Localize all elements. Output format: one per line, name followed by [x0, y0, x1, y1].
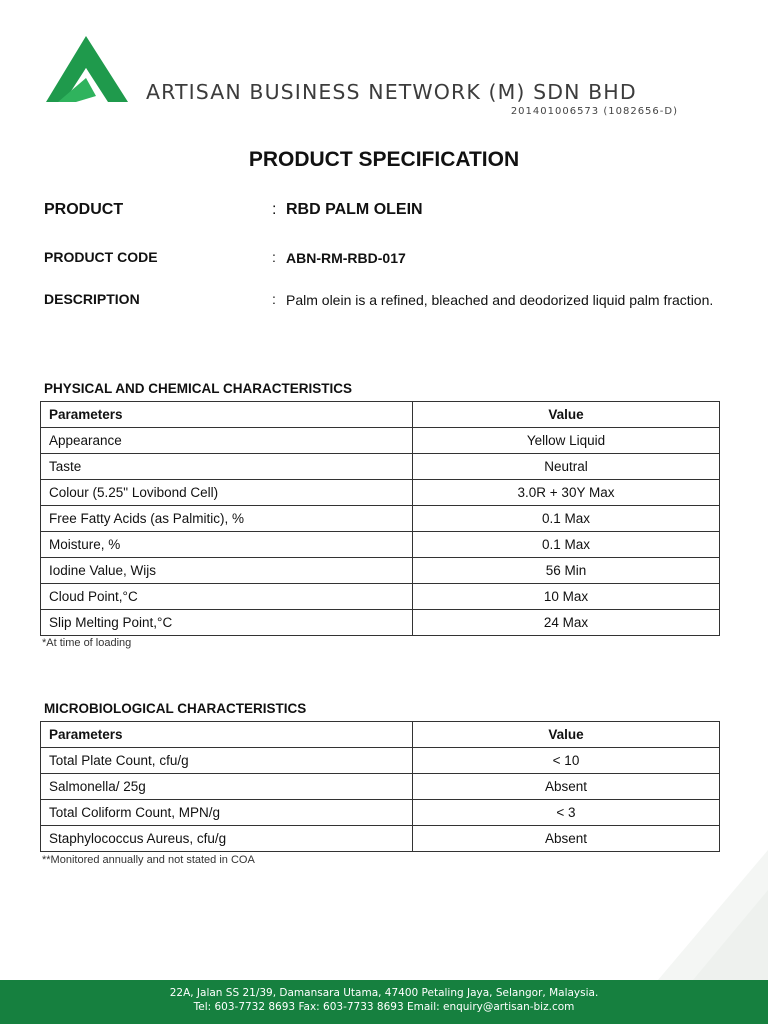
table-header-row: [41, 402, 720, 428]
colon-separator: :: [272, 291, 276, 307]
parameters-header: Parameters: [41, 722, 413, 748]
physical-chemical-table: [40, 401, 720, 636]
footer-contact: Tel: 603-7732 8693 Fax: 603-7733 8693 Email: enquiry@artisan-biz.com: [193, 1001, 575, 1013]
table-row: [41, 826, 720, 852]
parameter-cell: Slip Melting Point,°C: [41, 610, 413, 636]
microbiological-table: [40, 721, 720, 852]
table-row: [41, 748, 720, 774]
table-header-row: [41, 722, 720, 748]
microbiological-section-title: MICROBIOLOGICAL CHARACTERISTICS: [44, 701, 307, 716]
value-cell: 0.1 Max: [413, 506, 720, 532]
value-header: Value: [413, 722, 720, 748]
table-row: [41, 454, 720, 480]
company-registration-number: 201401006573 (1082656-D): [510, 106, 678, 117]
table-row: [41, 532, 720, 558]
product-code-value: ABN-RM-RBD-017: [286, 250, 406, 266]
table-row: [41, 610, 720, 636]
value-cell: 24 Max: [413, 610, 720, 636]
value-cell: Absent: [413, 826, 720, 852]
footer-address: 22A, Jalan SS 21/39, Damansara Utama, 47400 Petaling Jaya, Selangor, Malaysia.: [169, 987, 599, 999]
physical-chemical-section-title: PHYSICAL AND CHEMICAL CHARACTERISTICS: [44, 381, 353, 396]
description-value: Palm olein is a refined, bleached and deodorized liquid palm fraction.: [286, 292, 714, 308]
monitoring-footnote: **Monitored annually and not stated in COA: [42, 854, 255, 866]
letterhead: [46, 36, 726, 121]
product-value: RBD PALM OLEIN: [286, 201, 423, 218]
corner-watermark: [618, 830, 768, 980]
value-cell: Yellow Liquid: [413, 428, 720, 454]
company-name: ARTISAN BUSINESS NETWORK (M) SDN BHD: [146, 80, 637, 104]
loading-footnote: *At time of loading: [42, 637, 132, 649]
value-cell: 0.1 Max: [413, 532, 720, 558]
parameter-cell: Colour (5.25" Lovibond Cell): [41, 480, 413, 506]
parameter-cell: Iodine Value, Wijs: [41, 558, 413, 584]
table-row: [41, 428, 720, 454]
value-cell: 56 Min: [413, 558, 720, 584]
colon-separator: :: [272, 249, 276, 265]
value-header: Value: [413, 402, 720, 428]
table-row: [41, 506, 720, 532]
colon-separator: :: [272, 201, 277, 218]
document-title: PRODUCT SPECIFICATION: [248, 148, 520, 171]
table-row: [41, 480, 720, 506]
footer-bar: [0, 980, 768, 1024]
company-logo-icon: [46, 36, 128, 102]
table-row: [41, 774, 720, 800]
value-cell: 10 Max: [413, 584, 720, 610]
value-cell: Neutral: [413, 454, 720, 480]
product-label: PRODUCT: [44, 201, 124, 218]
parameter-cell: Appearance: [41, 428, 413, 454]
value-cell: < 10: [413, 748, 720, 774]
parameters-header: Parameters: [41, 402, 413, 428]
parameter-cell: Taste: [41, 454, 413, 480]
table-row: [41, 558, 720, 584]
description-label: DESCRIPTION: [44, 291, 140, 307]
parameter-cell: Free Fatty Acids (as Palmitic), %: [41, 506, 413, 532]
parameter-cell: Moisture, %: [41, 532, 413, 558]
value-cell: < 3: [413, 800, 720, 826]
table-row: [41, 800, 720, 826]
product-code-label: PRODUCT CODE: [44, 249, 158, 265]
value-cell: 3.0R + 30Y Max: [413, 480, 720, 506]
parameter-cell: Total Coliform Count, MPN/g: [41, 800, 413, 826]
parameter-cell: Staphylococcus Aureus, cfu/g: [41, 826, 413, 852]
value-cell: Absent: [413, 774, 720, 800]
parameter-cell: Salmonella/ 25g: [41, 774, 413, 800]
table-row: [41, 584, 720, 610]
parameter-cell: Total Plate Count, cfu/g: [41, 748, 413, 774]
parameter-cell: Cloud Point,°C: [41, 584, 413, 610]
